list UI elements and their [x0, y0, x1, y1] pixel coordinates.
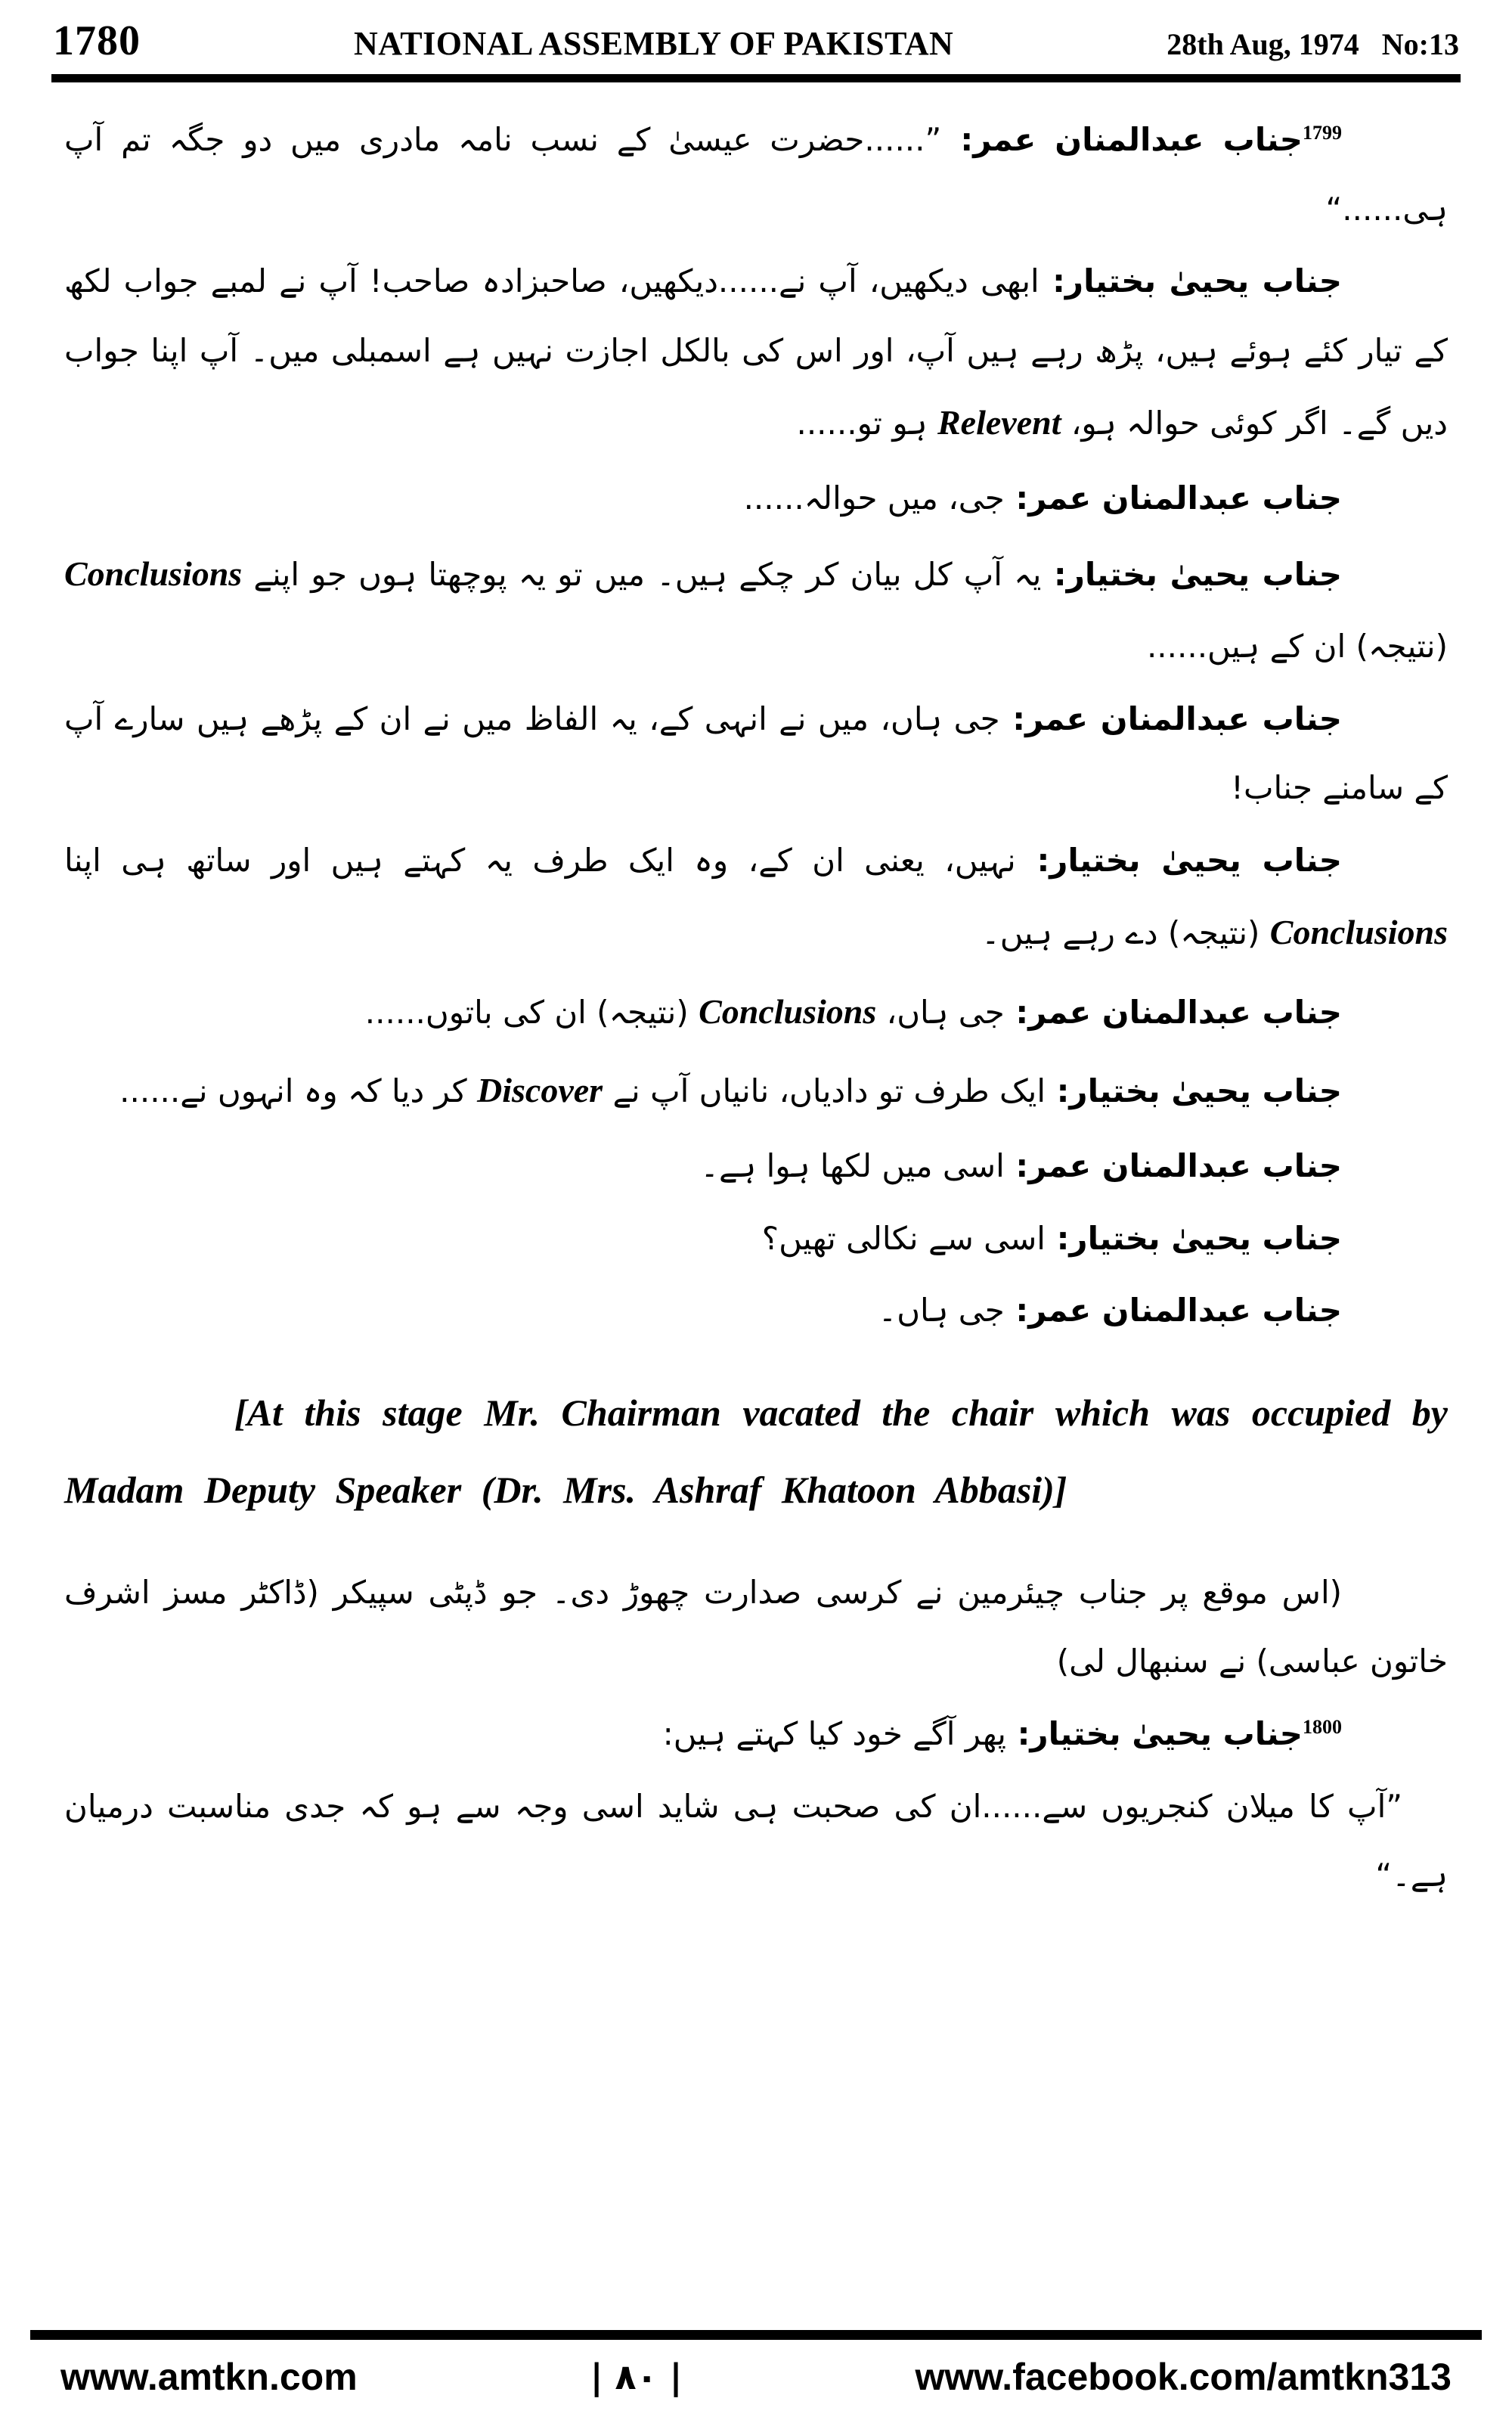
footer-rule — [30, 2330, 1482, 2340]
speech-paragraph — [64, 105, 1448, 244]
footnote-ref: 1800 — [1303, 1715, 1342, 1738]
footer-row — [0, 2340, 1512, 2420]
speaker-name: جناب عبدالمنان عمر: — [1004, 993, 1342, 1031]
urdu-text: یہ آپ کل بیان کر چکے ہیں۔ میں تو یہ پوچھتا ہوں جو اپنے — [242, 556, 1042, 593]
speech-paragraph — [64, 1204, 1448, 1274]
urdu-text: پھر آگے خود کیا کہتے ہیں: — [662, 1714, 1006, 1752]
speech-paragraph — [64, 826, 1448, 971]
issue-date: 28th Aug, 1974 — [1167, 27, 1359, 61]
urdu-text: جی ہاں۔ — [878, 1292, 1005, 1329]
header-rule — [51, 74, 1461, 82]
speaker-name: جناب عبدالمنان عمر: — [999, 700, 1342, 737]
page-footer — [0, 2330, 1512, 2420]
urdu-text: اسی میں لکھا ہوا ہے۔ — [700, 1147, 1005, 1185]
speaker-name: جناب یحییٰ بختیار: — [1015, 841, 1342, 879]
footer-page-number: | ۸۰ | — [590, 2356, 683, 2397]
speech-paragraph — [64, 1699, 1448, 1769]
speech-paragraph — [64, 247, 1448, 461]
quotation-paragraph — [64, 1772, 1448, 1910]
document-body — [64, 105, 1448, 1910]
urdu-text: کر دیا کہ وہ انہوں نے...... — [119, 1072, 478, 1109]
urdu-text: ”......حضرت عیسیٰ کے نسب نامہ مادری میں دو جگہ تم آپ ہی......“ — [64, 121, 1448, 228]
speech-paragraph — [64, 1276, 1448, 1345]
english-term: Conclusions — [699, 991, 877, 1031]
header-issue-info — [1167, 26, 1459, 62]
urdu-text: (نتیجہ) ان کی باتوں...... — [364, 993, 699, 1031]
footnote-ref: 1799 — [1303, 122, 1342, 144]
english-term: Relevent — [937, 403, 1061, 442]
assembly-title: NATIONAL ASSEMBLY OF PAKISTAN — [354, 25, 954, 62]
page-number: 1780 — [53, 17, 141, 64]
speaker-name: جناب یحییٰ بختیار: — [1005, 1714, 1303, 1752]
speaker-name: جناب عبدالمنان عمر: — [1004, 1147, 1342, 1185]
speaker-name: جناب عبدالمنان عمر: — [941, 121, 1303, 158]
urdu-text: ایک طرف تو دادیاں، نانیاں آپ نے — [603, 1072, 1046, 1109]
speech-paragraph — [64, 1131, 1448, 1201]
urdu-text: ہو تو...... — [796, 405, 937, 442]
english-term: Conclusions — [64, 554, 243, 593]
speaker-name: جناب عبدالمنان عمر: — [1004, 1292, 1342, 1329]
speaker-name: جناب یحییٰ بختیار: — [1041, 556, 1342, 593]
speech-paragraph — [64, 536, 1448, 681]
issue-number: No:13 — [1381, 27, 1459, 61]
page-header — [0, 0, 1512, 65]
speaker-name: جناب یحییٰ بختیار: — [1045, 1219, 1342, 1257]
speaker-name: جناب یحییٰ بختیار: — [1039, 262, 1342, 300]
footer-website: www.amtkn.com — [60, 2356, 358, 2398]
speech-paragraph — [64, 464, 1448, 533]
stage-direction-english — [64, 1374, 1448, 1529]
urdu-text: (اس موقع پر جناب چیئرمین نے کرسی صدارت چھوڑ دی۔ جو ڈپٹی سپیکر (ڈاکٹر مسز اشرف خاتون عباسی) نے سنبھال لی) — [64, 1573, 1448, 1680]
urdu-text: ”آپ کا میلان کنجریوں سے......ان کی صحبت ہی شاید اسی وجہ سے ہو کہ جدی مناسبت درمیان ہے۔“ — [64, 1787, 1448, 1894]
stage-direction-urdu — [64, 1558, 1448, 1696]
urdu-text: ابھی دیکھیں، آپ نے......دیکھیں، صاحبزادہ صاحب! آپ نے لمبے جواب لکھ کے تیار کئے ہوئے ہیں، پڑھ رہے ہیں آپ، اور اس کی بالکل اجازت نہیں ہے اسمبلی میں۔ آپ اپنا جواب دیں گے۔ اگر کوئی حوالہ ہو، — [64, 262, 1448, 442]
urdu-text: اسی سے نکالی تھیں؟ — [761, 1219, 1046, 1257]
urdu-text: نہیں، یعنی ان کے، وہ ایک طرف یہ کہتے ہیں اور ساتھ ہی اپنا — [64, 841, 1016, 879]
speaker-name: جناب یحییٰ بختیار: — [1045, 1072, 1342, 1109]
speech-paragraph — [64, 974, 1448, 1050]
urdu-text: جی ہاں، — [876, 993, 1005, 1031]
english-term: Discover — [477, 1070, 603, 1109]
speech-paragraph — [64, 684, 1448, 823]
footer-facebook: www.facebook.com/amtkn313 — [915, 2356, 1452, 2398]
english-text: [At this stage Mr. Chairman vacated the chair which was occupied by Madam Deputy Speaker (Dr. Mrs. Ashraf Khatoon Abbasi)] — [64, 1391, 1448, 1512]
urdu-text: جی، میں حوالہ...... — [743, 479, 1005, 517]
english-term: Conclusions — [1269, 913, 1448, 952]
speaker-name: جناب عبدالمنان عمر: — [1004, 479, 1342, 517]
urdu-text: (نتیجہ) دے رہے ہیں۔ — [981, 914, 1270, 952]
urdu-text: (نتیجہ) ان کے ہیں...... — [1146, 628, 1448, 666]
speech-paragraph — [64, 1053, 1448, 1128]
urdu-text: جی ہاں، میں نے انہی کے، یہ الفاظ میں نے ان کے پڑھے ہیں سارے آپ کے سامنے جناب! — [64, 700, 1448, 807]
